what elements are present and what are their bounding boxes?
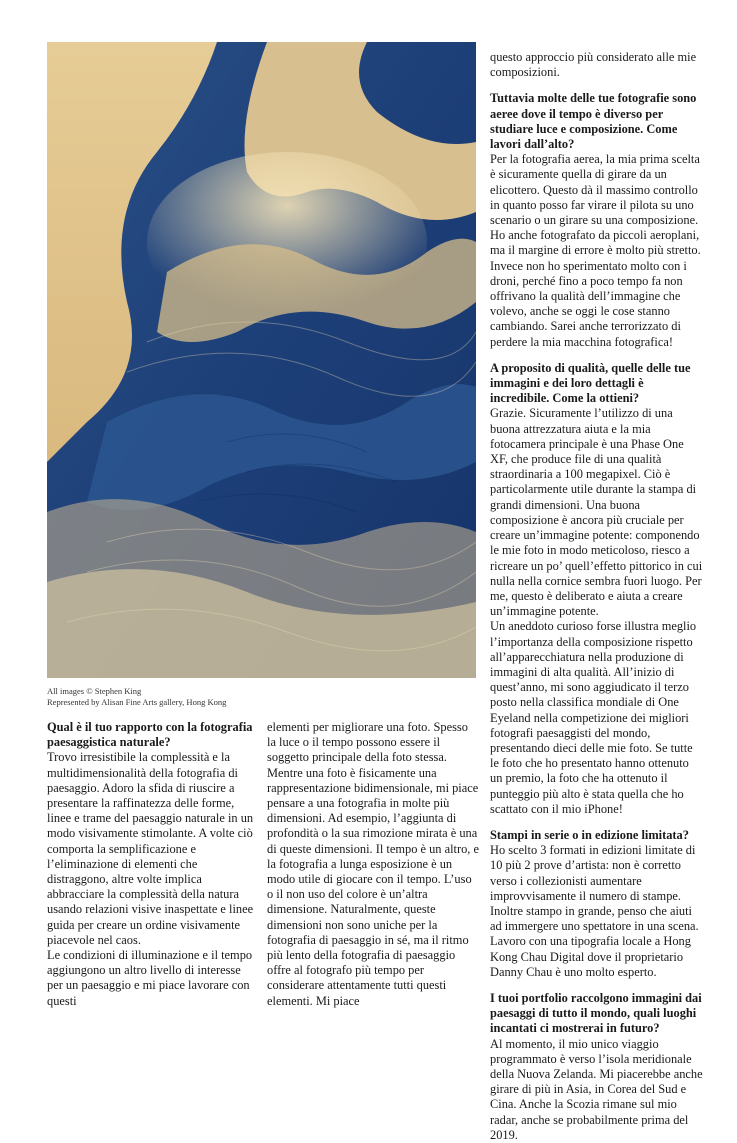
column-right [490,50,704,1143]
answer-paragraph: Grazie. Sicuramente l’utilizzo di una buona attrezzatura aiuta e la mia fotocamera principale è una Phase One XF, che produce file di una qualità straordinaria a 100 megapixel. Ciò è particolarmente utile durante la stampa di grandi dimensioni. Una buona composizione è ancora più cruciale per creare un’immagine potente: componendo le mie foto in modo meticoloso, riesco a ricreare un po’ quell’effetto pittorico in cui nulla nella cornice sembra fuori luogo. Per me, questo è deliberato e aiuta a creare un’immagine potente. [490,406,703,619]
question-heading: Qual è il tuo rapporto con la fotografia paesaggistica naturale? [47,720,253,750]
answer-paragraph: Le condizioni di illuminazione e il tempo aggiungono un altro livello di interesse per un paesaggio e mi piace lavorare con questi [47,948,253,1008]
photo-caption [47,686,476,708]
answer-paragraph: Mentre una foto è fisicamente una rappresentazione bidimensionale, mi piace pensare a una fotografia in molte più dimensioni. Ad esempio, l’aggiunta di profondità o la sua rimozione mirata è una di queste dimensioni. Il tempo è un altro, e la fotografia a lunga esposizione è un modo utile di giocare con il tempo. L’uso o il non uso del colore è un’altra dimensione. Naturalmente, queste dimensioni non sono uniche per la fotografia di paesaggio in sé, ma il ritmo più lento della fotografia di paesaggio offre al fotografo più tempo per considerare attentamente tutti questi elementi. Mi piace [267,765,479,1008]
column-left [47,720,257,1009]
answer-paragraph: Un aneddoto curioso forse illustra meglio l’importanza della composizione rispetto all’apparecchiatura nella produzione di immagini di alta qualità. All’inizio di quest’anno, mi sono aggiudicato il terzo posto nella classifica mondiale di One Eyeland nella competizione dei migliori fotografi paesaggisti del mondo, presentando dieci delle mie foto. Se tutte le foto che ho presentato hanno ottenuto un premio, la foto che ha ottenuto il punteggio più alto è stata quella che ho scattato con il mio iPhone! [490,619,697,816]
aerial-landscape-photo [47,42,476,678]
answer-paragraph: Al momento, il mio unico viaggio programmato è verso l’isola meridionale della Nuova Zelanda. Mi piacerebbe anche girare di più in Asia, in Corea del Sud e Cina. Anche la Scozia rimane sul mio radar, anche se probabilmente prima del 2019. [490,1036,703,1142]
answer-paragraph: Trovo irresistibile la complessità e la multidimensionalità della fotografia di paesaggio. Adoro la sfida di riuscire a presentare la raffinatezza delle forme, linee e trame del paesaggio naturale in un modo visivamente stimolante. A volte ciò comporta la semplificazione e l’eliminazione di elementi che distraggono, altre volte implica abbracciare la complessità della natura usando relazioni visive inaspettate e linee guida per creare un ordine visivamente piacevole nel caos. [47,750,254,947]
answer-paragraph: Ho scelto 3 formati in edizioni limitate di 10 più 2 prove d’artista: non è corretto verso i collezionisti aumentare improvvisamente il numero di stampe. Inoltre stampo in grande, penso che aiuti ad immergere uno spettatore in una scena. Lavoro con una tipografia locale a Hong Kong Chau Digital dove il proprietario Danny Chau è uno molto esperto. [490,843,699,979]
answer-paragraph: Per la fotografia aerea, la mia prima scelta è sicuramente quella di girare da un elicottero. Questo dà il massimo controllo in quanto posso far virare il pilota su uno scenario o un girare su una composizione. Ho anche fotografato da piccoli aeroplani, ma il margine di errore è molto più stretto. Invece non ho sperimentato molto con i droni, perché fino a poco tempo fa non offrivano la qualità dell’immagine che volevo, anche se oggi le cose stanno cambiando. Sarei anche terrorizzato di perdere la mia macchina fotografica! [490,152,701,349]
question-heading: Stampi in serie o in edizione limitata? [490,827,689,842]
answer-paragraph: elementi per migliorare una foto. Spesso la luce o il tempo possono essere il soggetto principale della foto stessa. [267,720,468,765]
question-heading: A proposito di qualità, quelle delle tue immagini e dei loro dettagli è incredibile. Come la ottieni? [490,360,691,406]
caption-credit: All images © Stephen King [47,686,142,696]
question-heading: Tuttavia molte delle tue fotografie sono aeree dove il tempo è diverso per studiare luce e composizione. Come lavori dall’alto? [490,91,697,152]
caption-gallery: Represented by Alisan Fine Arts gallery, Hong Kong [47,697,227,707]
column-middle [267,720,479,1009]
answer-paragraph: questo approccio più considerato alle mie composizioni. [490,50,697,80]
question-heading: I tuoi portfolio raccolgono immagini dai paesaggi di tutto il mondo, quali luoghi incantati ci mostrerai in futuro? [490,990,702,1036]
